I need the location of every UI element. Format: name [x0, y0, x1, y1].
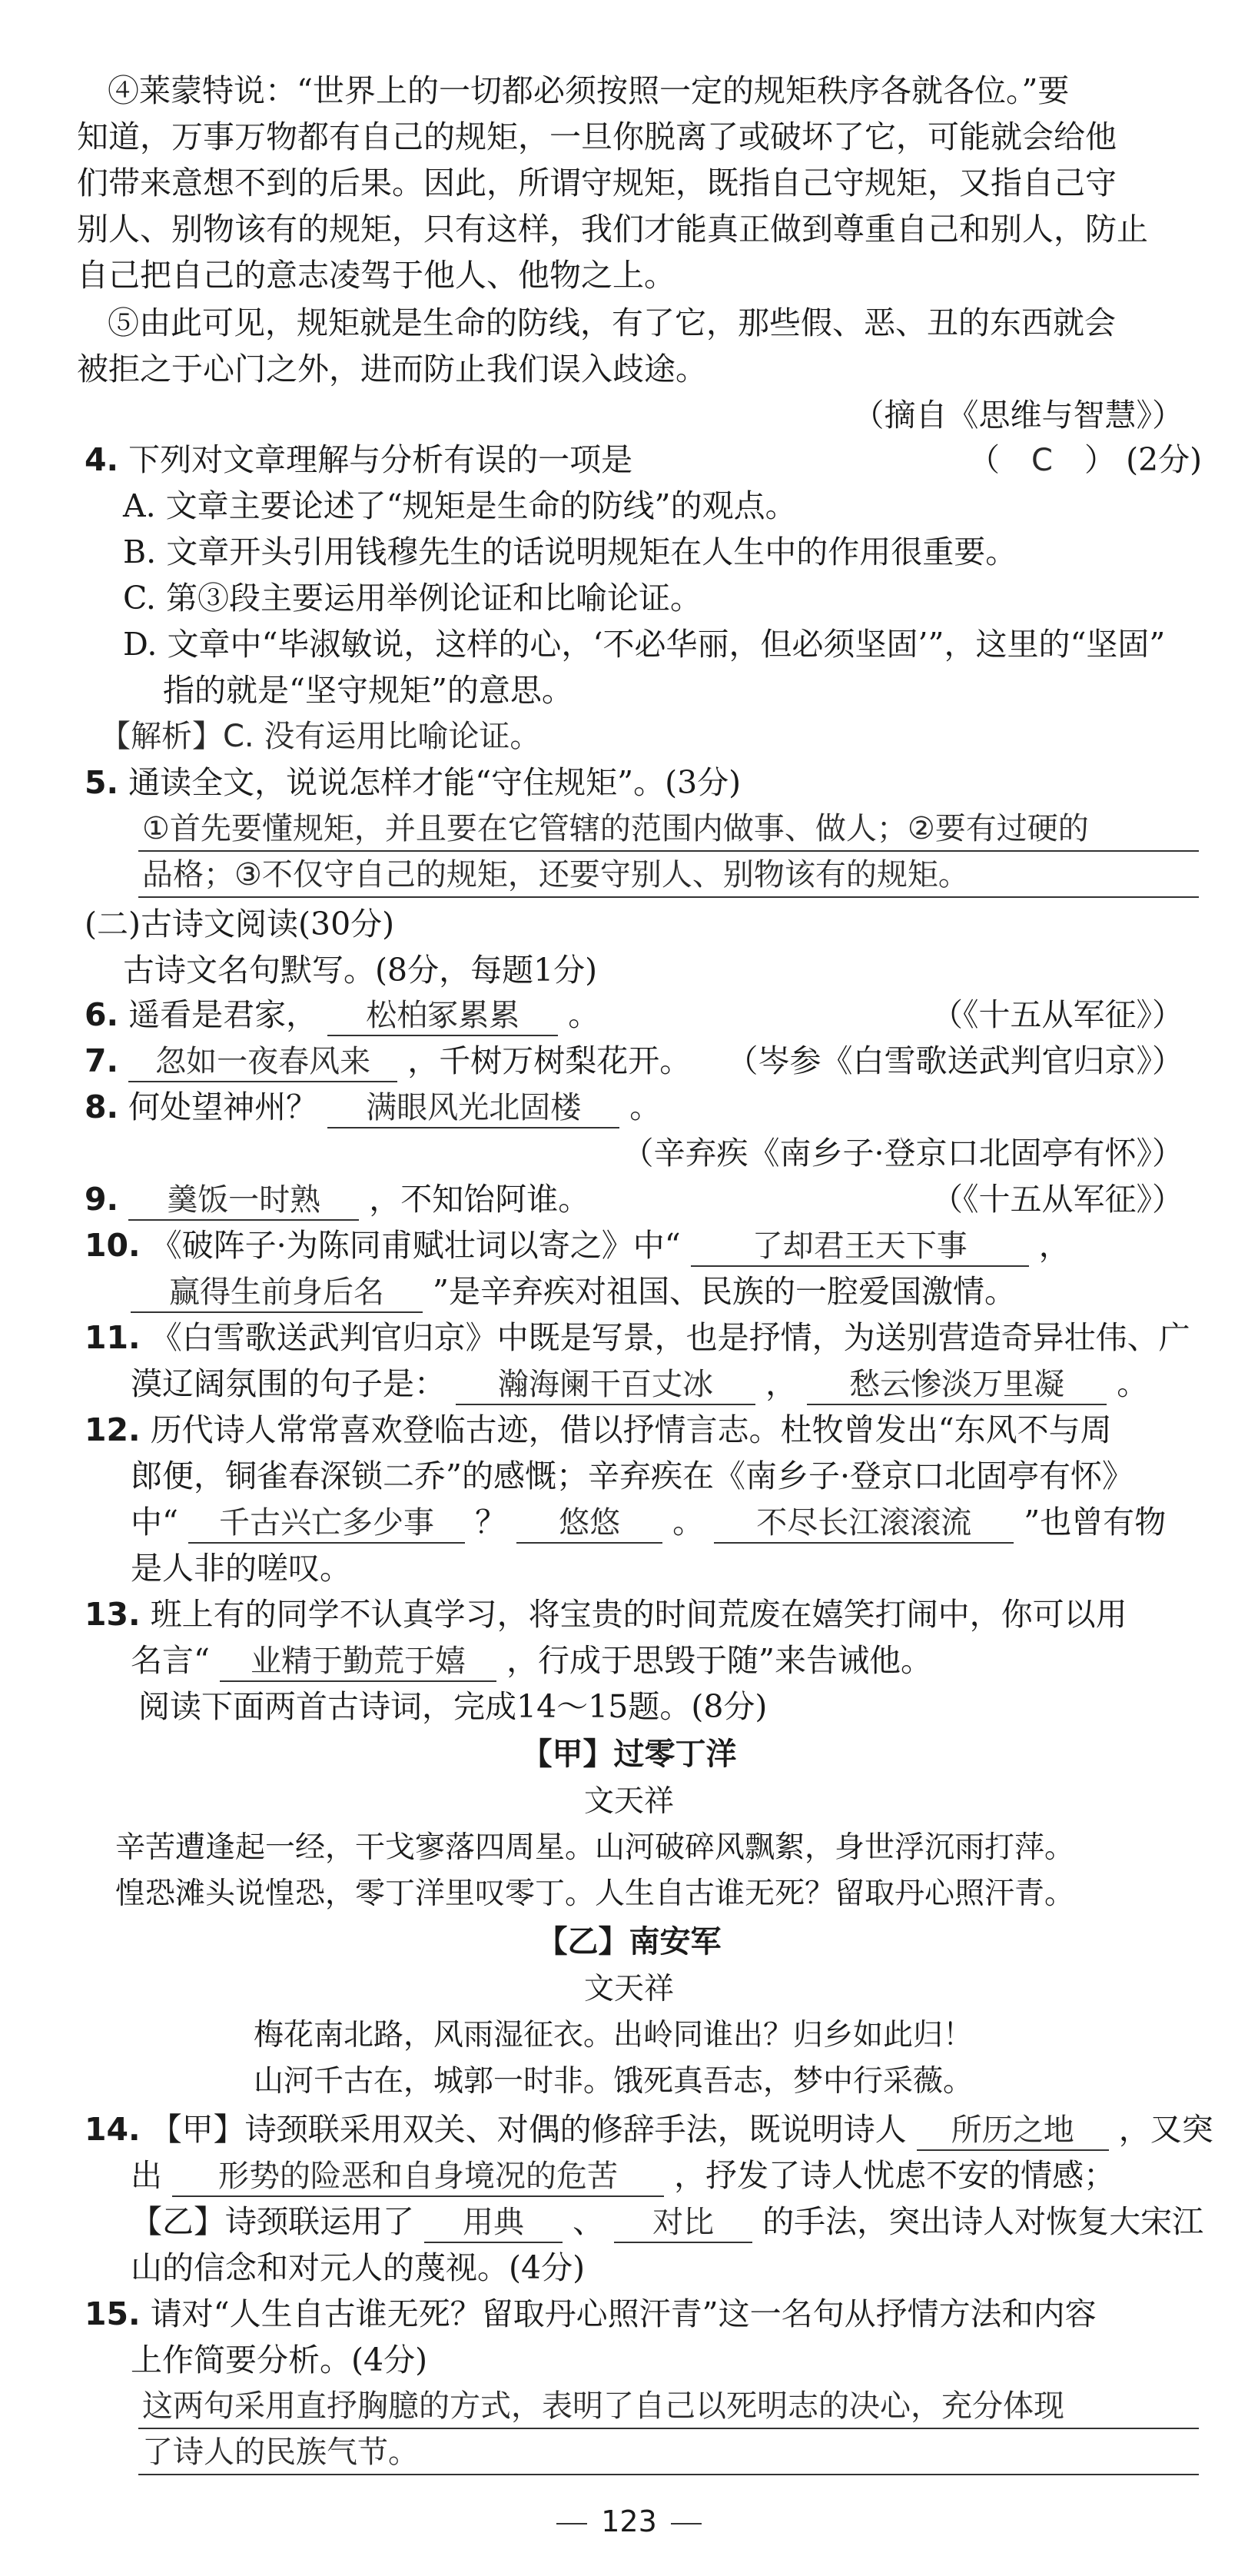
reading-instruction: 阅读下面两首古诗词，完成14～15题。(8分) [138, 1688, 768, 1725]
para4-line5: 自己把自己的意志凌驾于他人、他物之上。 [77, 257, 675, 294]
para4-line1: ④莱蒙特说：“世界上的一切都必须按照一定的规矩秩序各就各位。”要 [108, 72, 1070, 109]
poem2-line1: 梅花南北路，风雨湿征衣。出岭同谁出？归乡如此归！ [254, 2018, 974, 2052]
q4-score: (2分) [1126, 441, 1203, 478]
q14-line1 [85, 2106, 1213, 2152]
q15-text1: 请对“人生自古谁无死？留取丹心照汗青”这一名句从抒情方法和内容 [150, 2295, 1097, 2332]
q4-number: 4. [85, 441, 119, 478]
q4-answer: C [1031, 443, 1053, 478]
q15-answer-rule2 [138, 2474, 1199, 2475]
poem1-line1: 辛苦遭逢起一经，干戈寥落四周星。山河破碎风飘絮，身世浮沉雨打萍。 [115, 1830, 1075, 1865]
para4-line3: 们带来意想不到的后果。因此，所谓守规矩，既指自己守规矩，又指自己守 [77, 165, 1117, 201]
q11-line1 [85, 1315, 1190, 1361]
q8-number: 8. [85, 1089, 119, 1125]
q11-prefix: 漠辽阔氛围的句子是： [131, 1365, 446, 1402]
q12-line3 [131, 1499, 1166, 1545]
q11-suffix: 。 [1117, 1365, 1149, 1402]
q11-separator: ， [765, 1365, 798, 1402]
q12-question-mark: ？ [475, 1504, 507, 1541]
page-number-dash-left [556, 2523, 587, 2524]
q4-stem [85, 437, 632, 483]
q7-suffix: ，千树万树梨花开。 [407, 1042, 692, 1079]
para4-line2: 知道，万事万物都有自己的规矩，一旦你脱离了或破坏了它，可能就会给他 [77, 118, 1117, 155]
q13-answer: 业精于勤荒于嬉 [220, 1642, 496, 1682]
q6-number: 6. [85, 996, 119, 1033]
q14-answer4: 对比 [614, 2203, 752, 2243]
poem1-line2: 惶恐滩头说惶恐，零丁洋里叹零丁。人生自古谁无死？留取丹心照汗青。 [115, 1876, 1075, 1911]
para5-line2: 被拒之于心门之外，进而防止我们误入歧途。 [77, 351, 707, 387]
q14-answer3: 用典 [424, 2203, 563, 2243]
q14-suffix1: ，又突 [1118, 2111, 1213, 2148]
q12-line4: 是人非的嗟叹。 [131, 1550, 351, 1587]
q4-paren-open: （ [968, 441, 1000, 478]
q7-number: 7. [85, 1042, 119, 1079]
q12-answer1: 千古兴亡多少事 [188, 1504, 465, 1544]
q12-suffix: ”也曾有物 [1024, 1504, 1167, 1541]
q8-answer: 满眼风光北固楼 [327, 1089, 619, 1128]
q4-option-d-line1: D. 文章中“毕淑敏说，这样的心，‘不必华丽，但必须坚固’”，这里的“坚固” [123, 626, 1166, 663]
q4-option-d-line2: 指的就是“坚守规矩”的意思。 [163, 672, 573, 709]
q9-answer: 羹饭一时熟 [128, 1181, 359, 1221]
q12-number: 12. [85, 1411, 141, 1448]
q15-answer-line2: 了诗人的民族气节。 [142, 2435, 419, 2470]
section-title-classical: (二)古诗文阅读(30分) [85, 906, 395, 942]
q13-number: 13. [85, 1596, 141, 1633]
q5-answer-line1: ①首先要懂规矩，并且要在它管辖的范围内做事、做人；②要有过硬的 [142, 811, 1089, 846]
q12-answer2: 悠悠 [516, 1504, 662, 1544]
q15-answer-line1: 这两句采用直抒胸臆的方式，表明了自己以死明志的决心，充分体现 [142, 2388, 1064, 2424]
q10-number: 10. [85, 1227, 141, 1264]
poem2-author: 文天祥 [583, 1972, 674, 2006]
q6-source: （《十五从军征》） [931, 996, 1183, 1033]
q13-line2 [131, 1637, 932, 1684]
q14-suffix3: 的手法，突出诗人对恢复大宋江 [762, 2203, 1204, 2240]
q5-number: 5. [85, 764, 119, 801]
q13-prefix: 名言“ [131, 1642, 210, 1679]
q14-line2 [131, 2152, 1115, 2199]
q11-number: 11. [85, 1319, 141, 1356]
q12-answer3: 不尽长江滚滚流 [714, 1504, 1014, 1544]
q10-line1 [85, 1222, 1070, 1268]
q4-option-c: C. 第③段主要运用举例论证和比喻论证。 [123, 580, 702, 617]
q11-answer2: 愁云惨淡万里凝 [807, 1365, 1107, 1405]
poem2-title: 【乙】南安军 [536, 1924, 722, 1959]
q12-separator: 。 [672, 1504, 705, 1541]
q11-text1: 《白雪歌送武判官归京》中既是写景，也是抒情，为送别营造奇异壮伟、广 [150, 1319, 1190, 1356]
q10-prefix: 《破阵子·为陈同甫赋壮词以寄之》中“ [150, 1227, 681, 1264]
q14-prefix3: 【乙】诗颈联运用了 [131, 2203, 414, 2240]
q8-prefix: 何处望神州？ [128, 1089, 318, 1125]
q5-stem-text: 通读全文，说说怎样才能“守住规矩”。(3分) [128, 764, 742, 801]
q11-line2 [131, 1361, 1148, 1407]
q6-prefix: 遥看是君家， [128, 996, 318, 1033]
q8-source: （辛弃疾《南乡子·登京口北固亭有怀》） [622, 1135, 1183, 1172]
poem1-author: 文天祥 [583, 1784, 674, 1819]
q4-answer-bracket [968, 437, 1202, 484]
q14-line4: 山的信念和对元人的蔑视。(4分) [131, 2249, 586, 2286]
q4-stem-text: 下列对文章理解与分析有误的一项是 [128, 441, 633, 478]
poem2-line2: 山河千古在，城郭一时非。饿死真吾志，梦中行采薇。 [254, 2064, 974, 2099]
q9-number: 9. [85, 1181, 119, 1218]
q6-line [85, 992, 599, 1038]
q9-suffix: ，不知饴阿谁。 [369, 1181, 590, 1218]
page-number: 123 [601, 2505, 657, 2538]
q8-line [85, 1084, 661, 1130]
q4-paren-close: ） [1084, 441, 1117, 478]
q13-suffix: ，行成于思毁于随”来告诫他。 [506, 1642, 933, 1679]
q7-answer: 忽如一夜春风来 [128, 1042, 397, 1082]
q5-stem [85, 760, 741, 806]
q9-line [85, 1176, 589, 1222]
q14-answer1: 所历之地 [917, 2111, 1109, 2151]
q15-line2: 上作简要分析。(4分) [131, 2342, 428, 2378]
q6-suffix: 。 [568, 996, 600, 1033]
q14-separator: 、 [573, 2203, 605, 2240]
q14-line3 [131, 2199, 1203, 2245]
q12-line2: 郎便，铜雀春深锁二乔”的感慨；辛弃疾在《南乡子·登京口北固亭有怀》 [131, 1458, 1134, 1494]
q14-suffix2: ，抒发了诗人忧虑不安的情感； [674, 2157, 1116, 2194]
q15-number: 15. [85, 2295, 141, 2332]
q14-prefix1: 【甲】诗颈联采用双关、对偶的修辞手法，既说明诗人 [150, 2111, 907, 2148]
q7-line [85, 1038, 691, 1084]
recitation-instruction: 古诗文名句默写。(8分，每题1分) [123, 952, 598, 989]
q4-analysis: 【解析】C. 没有运用比喻论证。 [100, 719, 541, 754]
q12-text1: 历代诗人常常喜欢登临古迹，借以抒情言志。杜牧曾发出“东风不与周 [150, 1411, 1112, 1448]
q4-option-b: B. 文章开头引用钱穆先生的话说明规矩在人生中的作用很重要。 [123, 533, 1017, 570]
article-source: （摘自《思维与智慧》） [852, 397, 1183, 434]
q4-option-a: A. 文章主要论述了“规矩是生命的防线”的观点。 [123, 487, 797, 524]
q5-answer-rule2 [138, 896, 1199, 898]
q10-answer1: 了却君王天下事 [691, 1227, 1029, 1267]
para4-line4: 别人、别物该有的规矩，只有这样，我们才能真正做到尊重自己和别人，防止 [77, 211, 1148, 248]
q10-suffix: ”是辛弃疾对祖国、民族的一腔爱国激情。 [433, 1273, 1017, 1310]
q12-prefix: 中“ [131, 1504, 178, 1541]
q10-answer2: 赢得生前身后名 [131, 1273, 423, 1313]
q7-source: （岑参《白雪歌送武判官归京》） [726, 1042, 1183, 1079]
q14-answer2: 形势的险恶和自身境况的危苦 [172, 2157, 664, 2197]
q14-number: 14. [85, 2111, 141, 2148]
q12-line1 [85, 1407, 1112, 1453]
poem1-title: 【甲】过零丁洋 [521, 1737, 737, 1772]
q13-text1: 班上有的同学不认真学习，将宝贵的时间荒废在嬉笑打闹中，你可以用 [150, 1596, 1127, 1633]
q14-prefix2: 出 [131, 2157, 162, 2194]
q8-suffix: 。 [629, 1089, 662, 1125]
q6-answer: 松柏冢累累 [327, 996, 558, 1036]
para5-line1: ⑤由此可见，规矩就是生命的防线，有了它，那些假、恶、丑的东西就会 [108, 304, 1116, 341]
q10-line2 [131, 1268, 1016, 1315]
q5-answer-line2: 品格；③不仅守自己的规矩，还要守别人、别物该有的规矩。 [142, 857, 969, 892]
page-number-footer [0, 2498, 1258, 2544]
q13-line1 [85, 1591, 1127, 1637]
q11-answer1: 瀚海阑干百丈冰 [456, 1365, 755, 1405]
page-number-dash-right [671, 2523, 702, 2524]
q9-source: （《十五从军征》） [931, 1181, 1183, 1218]
q10-separator: ， [1038, 1227, 1070, 1264]
q15-line1 [85, 2291, 1097, 2337]
